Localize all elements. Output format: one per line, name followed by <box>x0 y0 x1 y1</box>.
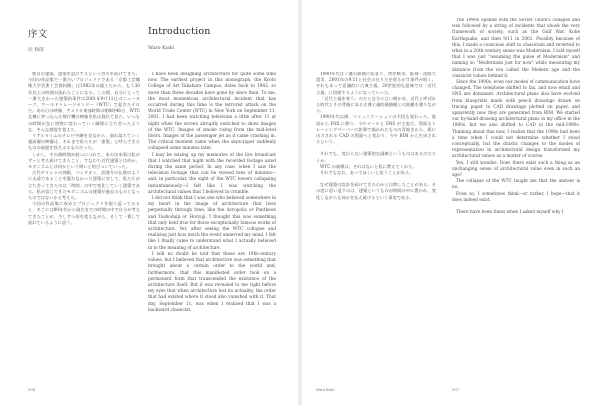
paragraph: I did not think that I was one who believed somewhere in my heart in the image of architecture that lives perpetually through time, like the Acropolis or Pantheon and Toshodaiji or Horyuji. I thought this was something that only held true for those exceptionally famous works of architecture. Yet, after seeing the WTC collapse and realizing just how much the event unnerved my mind, I felt like I finally came to understand what I actually believed in to the meaning of architecture. <box>148 196 276 251</box>
paragraph: 古代ギリシャの神殿、パンテオン、法隆寺の仏塔のように永遠であることを疑わなかった建築に対して、私たちが立ち会ってきたのは「時間」の中で変化していく建築である。私が信じてきたモダニズムの建築が過去のものとなったのではないかと考えた。 <box>28 171 140 202</box>
book-gutter <box>298 0 302 405</box>
author-name-japanese: 岸 和郎 <box>28 48 44 53</box>
page-number-right: 007 <box>452 388 460 392</box>
paragraph: 今回の作品集に収めたプロジェクトを振り返ってみると、そこには80年代から現在までの時間の中で自分が考えてきたことが、少しずつ形を変えながら、そして一貫して流れているように思う。 <box>28 202 140 226</box>
running-head: Waro Kishi <box>316 388 335 392</box>
body-japanese-column-2 <box>316 72 436 372</box>
paragraph: I may be mixing up my memories of the live broadcast that I watched that night with the recorded footage aired during the same period. In any case, when I saw the television footage that can be viewed tens of minutes—and, in particular, the sight of the WTC towers collapsing instantaneously—I felt like I was watching the architectural values that I believed in crumble. <box>148 152 276 195</box>
paragraph: リアルタイムのテレビ中継を見ながら、崩れ落ちていく超高層の映像は、それまで私たちが「建築」と呼んできたものの前提を揺さぶるものだった。 <box>28 134 140 152</box>
intro-english-column-2 <box>452 18 580 372</box>
paragraph: Even so, I sometimes think—or rather, I hope—that it does indeed exist. <box>452 191 580 203</box>
paragraph: There have been times when I asked myself why I <box>456 210 564 216</box>
intro-japanese-column <box>28 72 140 372</box>
paragraph: なぜ建築の設計を続けてきたのかと自問したことがある。その度に思い返すのは、建築というものが時間の中に置かれ、変化しながらも何かを伝え続けるという事実である。 <box>316 183 436 201</box>
author-name-english: Waro Kishi <box>148 46 175 51</box>
paragraph: Yes, I still wonder: Does there exist such a thing as an unchanging sense of architectural value even in such an age? <box>452 160 580 179</box>
paragraph: それでもなお、あってほしいと思うことがある。 <box>320 171 414 177</box>
paragraph: WTC の崩壊は、それはないと私に教えてくれた。 <box>320 164 417 170</box>
paragraph: 1990年代以降、コミュニケーションの手段も変わった。電話から FAX に移り、今やメールと SNS が主流だ。図面もトレーシングペーパーに鉛筆で描かれたものの青焼きから、紙に出力される CAD の図面へと変わり、今や BIM から生成されるという。 <box>316 115 436 146</box>
page-number-left: 006 <box>28 388 36 392</box>
intro-english-column-1 <box>148 72 276 372</box>
paragraph: Since the 1990s, even our modes of communication have changed. The telephone shifted to fax, and now email and SNS are dominant. Architectural plans also have evolved from blueprints made with pencil drawings drawn on tracing paper to CAD drawings plotted on paper, and apparently now they are generated from BIM. We started our by-hand-drawing architectural plans in my office in the 1980s, but we also shifted to CAD in the mid-1990s. Thinking about this now, I realize that the 1990s had been a time when I could not determine whether I stood conceptually, but the drastic changes to the modes of representation in architectural design transformed my architectural values as a matter of course. <box>452 80 580 160</box>
paragraph: 「近代主義を装う」のだと自分に言い聞かせ、近代と呼ばれる時代とその背後にある古典主義的価値観との距離を測りながら。 <box>316 96 436 115</box>
paragraph: 1990年代はソ連の崩壊に始まり、湾岸戦争、阪神・淡路大震災、2001年の9.11と社会の在り方を揺るがす事件が続く。それもあって意識的に古典主義、20世紀的な意味では「近代主義」に回帰するようになっていった。 <box>316 72 436 96</box>
paragraph: The 1990s opened with the Soviet Union's collapse and was followed by a string of incidents that shook the very framework of society, such as the Gulf War, Kobe Earthquake, and then 9/11 in 2001. Possibly because of this, I made a conscious shift to classicism and reverted to what in a 20th-century sense was Modernism. I told myself that I was just "assuming the guise of Modernism" and naming so "Modernism just for now" while measuring my distance from the era called the Modern age and the classicist values behind it. <box>452 18 580 79</box>
page-title-japanese: 序文 <box>28 29 48 40</box>
paragraph: The collapse of the WTC taught me that the answer is no. <box>452 179 580 191</box>
page-title-english: Introduction <box>148 26 211 37</box>
paragraph: それでも、変わらない建築的な価値というものはあるのだろうか。 <box>316 152 436 164</box>
paragraph: しかし、その後時間が経つにつれて、あの出来事は私がずっと考え続けてきたこと、すなわち近代建築とは何か、モダニズムとは何かという問いと結びついていった。 <box>28 152 140 171</box>
paragraph: I will no doubt be told that these are 19th-century values, but I believed that architecture was something that brought about a certain order to the world and, furthermore, that this manifested order took on a permanent form that transcended the existence of the architecture itself. But it was revealed to me right before my eyes that when architecture lost its actuality, the order that had existed where it stood also vanished with it. That day, September 11, was when I realized that I was a backward classicist. <box>148 251 276 313</box>
paragraph: 独自の建築、建築を設計するという営みを続けてきた。今回の作品集で一番古いプロジェクトである「京都工芸繊維大学美術工芸資料館」は1982年の竣工だから、もう30年以上の時間が流れたことになる。この間、自分にとって一番大きかった建築的事件は2001年9月11日のニューヨーク、ワールドトレードセンター（WTC）で起きたテロだ。あの日の映像、アメリカ東部時間の朝8時46分、WTC北棟に突っ込んだ飛行機の映像を私は遅れて見た。いつもの時間が急に別物に変わっていく瞬間に立ち会ったような、そんな感覚を覚えた。 <box>28 72 140 133</box>
paragraph: I have been designing architecture for quite some time now. The earliest project in this monograph, the Kyoto College of Art Takahara Campus, dates back to 1982, so more than three decades have gone by since then. To me, the most momentous architectural incident that has occurred during this time is the terrorist attack on the World Trade Center (WTC) in New York on September 11, 2001. I had been watching television a little after 11 at night when the screen abruptly switched to show images of the WTC. Images of smoke rising from the mid-level floors. Images of the passenger jet as it came crashing in. The critical moment came when the skyscraper suddenly collapsed some minutes later. <box>148 72 276 152</box>
